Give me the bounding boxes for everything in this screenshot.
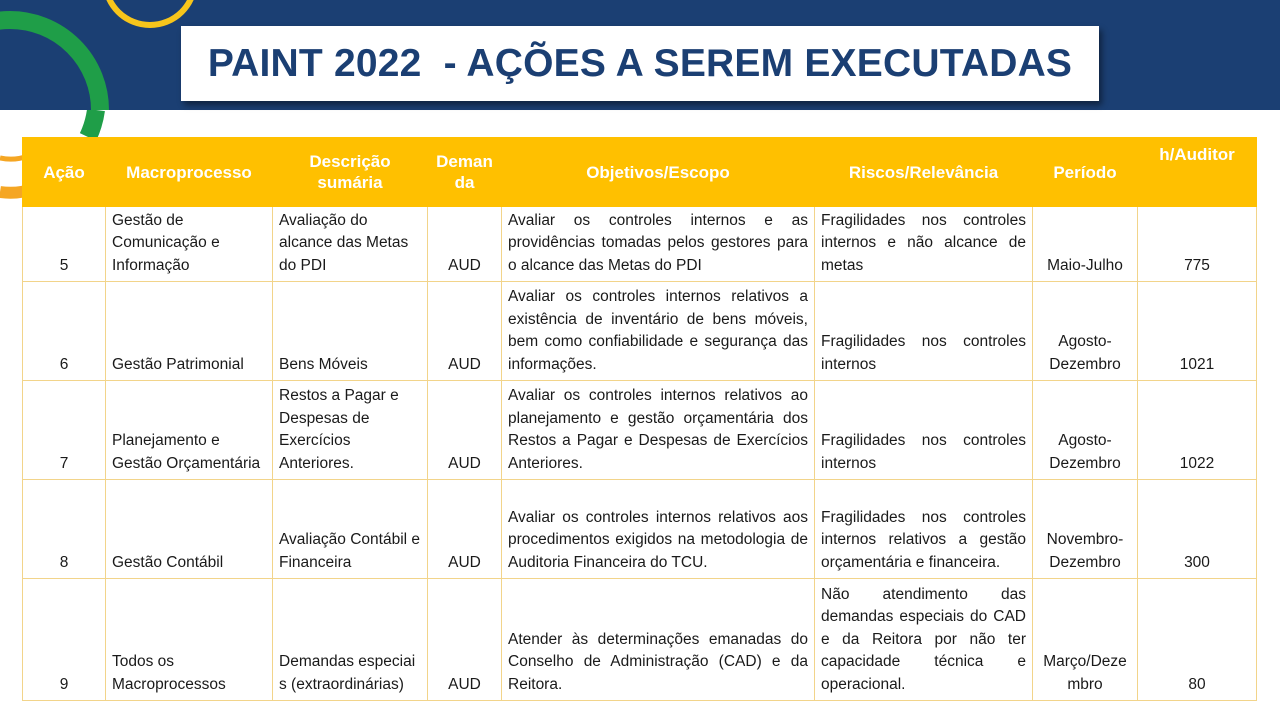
cell-demanda: AUD [428,579,502,701]
header-descricao: Descrição sumária [273,138,428,207]
slide-title: PAINT 2022 - AÇÕES A SEREM EXECUTADAS [207,41,1073,85]
cell-riscos: Fragilidades nos controles internos [815,282,1033,381]
table-row [23,381,1257,480]
cell-macroprocesso: Gestão Contábil [106,480,273,579]
cell-descricao: Restos a Pagar e Despesas de Exercícios Anteriores. [273,381,428,480]
cell-acao: 7 [23,381,106,480]
cell-periodo: Agosto-Dezembro [1033,381,1138,480]
cell-macroprocesso: Gestão de Comunicação e Informação [106,207,273,282]
cell-horas: 775 [1138,207,1257,282]
header-riscos: Riscos/Relevância [815,138,1033,207]
cell-macroprocesso: Gestão Patrimonial [106,282,273,381]
table-row [23,579,1257,701]
cell-demanda: AUD [428,282,502,381]
cell-descricao: Bens Móveis [273,282,428,381]
header-objetivos: Objetivos/Escopo [502,138,815,207]
title-box [181,26,1099,101]
cell-demanda: AUD [428,207,502,282]
table-row [23,480,1257,579]
cell-horas: 80 [1138,579,1257,701]
cell-objetivos: Avaliar os controles internos relativos ao planejamento e gestão orçamentária dos Restos a Pagar e Despesas de Exercícios Anteriores. [502,381,815,480]
cell-acao: 9 [23,579,106,701]
cell-macroprocesso: Planejamento e Gestão Orçamentária [106,381,273,480]
header-acao: Ação [23,138,106,207]
cell-horas: 1021 [1138,282,1257,381]
cell-descricao: Demandas especiais (extraordinárias) [273,579,428,701]
cell-objetivos: Avaliar os controles internos relativos a existência de inventário de bens móveis, bem como confiabilidade e segurança das informações. [502,282,815,381]
header-horas: h/Auditor [1138,138,1257,207]
table-row [23,207,1257,282]
header-macroprocesso: Macroprocesso [106,138,273,207]
cell-riscos: Fragilidades nos controles internos relativos a gestão orçamentária e financeira. [815,480,1033,579]
cell-macroprocesso: Todos os Macroprocessos [106,579,273,701]
cell-objetivos: Avaliar os controles internos e as providências tomadas pelos gestores para o alcance das Metas do PDI [502,207,815,282]
cell-acao: 5 [23,207,106,282]
cell-riscos: Fragilidades nos controles internos [815,381,1033,480]
cell-acao: 8 [23,480,106,579]
header-periodo: Período [1033,138,1138,207]
cell-periodo: Maio-Julho [1033,207,1138,282]
cell-periodo: Novembro-Dezembro [1033,480,1138,579]
table-row [23,282,1257,381]
cell-objetivos: Atender às determinações emanadas do Conselho de Administração (CAD) e da Reitora. [502,579,815,701]
cell-periodo: Março/Dezembro [1033,579,1138,701]
cell-riscos: Não atendimento das demandas especiais do CAD e da Reitora por não ter capacidade técnica e operacional. [815,579,1033,701]
cell-acao: 6 [23,282,106,381]
cell-descricao: Avaliação Contábil e Financeira [273,480,428,579]
table-header-row [23,138,1257,207]
cell-demanda: AUD [428,381,502,480]
cell-riscos: Fragilidades nos controles internos e não alcance de metas [815,207,1033,282]
cell-horas: 300 [1138,480,1257,579]
cell-descricao: Avaliação do alcance das Metas do PDI [273,207,428,282]
cell-horas: 1022 [1138,381,1257,480]
cell-objetivos: Avaliar os controles internos relativos aos procedimentos exigidos na metodologia de Auditoria Financeira do TCU. [502,480,815,579]
cell-periodo: Agosto-Dezembro [1033,282,1138,381]
header-demanda: Deman da [428,138,502,207]
cell-demanda: AUD [428,480,502,579]
actions-table [22,137,1257,701]
